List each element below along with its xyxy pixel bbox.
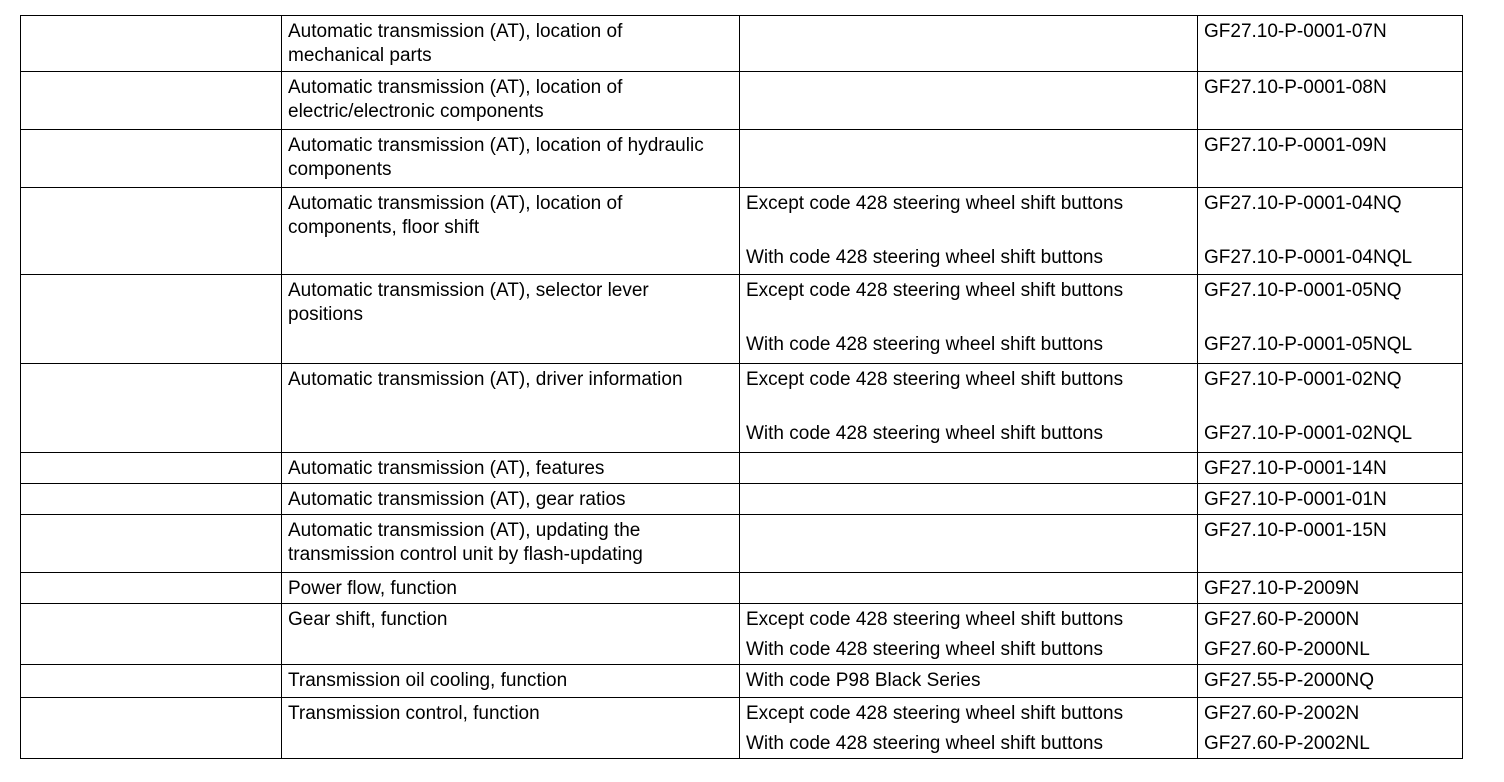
condition-cell: [740, 665, 1198, 698]
condition-text: With code 428 steering wheel shift buttons: [746, 733, 1103, 754]
condition-text: Except code 428 steering wheel shift buttons: [746, 280, 1124, 301]
spacer: [1204, 216, 1456, 246]
condition-text: With code 428 steering wheel shift buttons: [746, 639, 1103, 660]
condition-text: [746, 519, 1191, 543]
empty-cell: [21, 72, 282, 130]
condition-text: Except code 428 steering wheel shift buttons: [746, 193, 1124, 214]
document-cell: [1198, 364, 1463, 453]
title-cell: [282, 698, 740, 759]
condition-text: [746, 457, 1191, 481]
document-cell: [1198, 698, 1463, 759]
title-cell: [282, 515, 740, 573]
row-title: Gear shift, function: [288, 609, 448, 630]
spacer: [746, 216, 1191, 246]
document-number[interactable]: GF27.55-P-2000NQ: [1204, 670, 1375, 691]
empty-cell: [21, 665, 282, 698]
document-cell: [1198, 275, 1463, 364]
condition-text: Except code 428 steering wheel shift buttons: [746, 609, 1124, 630]
table-row: [21, 16, 1463, 72]
empty-cell: [21, 188, 282, 275]
spacer: [746, 303, 1191, 333]
spacer: [1204, 303, 1456, 333]
document-cell: [1198, 453, 1463, 484]
empty-cell: [21, 16, 282, 72]
condition-text: [746, 20, 1191, 44]
condition-cell: [740, 515, 1198, 573]
spacer: [1204, 392, 1456, 422]
row-title: Automatic transmission (AT), driver information: [288, 369, 683, 390]
condition-cell: [740, 275, 1198, 364]
condition-text: With code 428 steering wheel shift buttons: [746, 423, 1103, 444]
document-number[interactable]: GF27.10-P-0001-02NQL: [1204, 423, 1413, 444]
row-title: Automatic transmission (AT), gear ratios: [288, 489, 626, 510]
document-table: [20, 15, 1463, 759]
condition-text: [746, 134, 1191, 158]
row-title: Automatic transmission (AT), location of components, floor shift: [288, 193, 623, 238]
document-number[interactable]: GF27.10-P-0001-04NQL: [1204, 247, 1413, 268]
document-cell: [1198, 130, 1463, 188]
condition-text: [746, 76, 1191, 100]
document-cell: [1198, 665, 1463, 698]
row-title: Power flow, function: [288, 578, 457, 599]
document-number[interactable]: GF27.60-P-2002N: [1204, 703, 1360, 724]
spacer: [746, 392, 1191, 422]
empty-cell: [21, 484, 282, 515]
row-title: Automatic transmission (AT), features: [288, 458, 605, 479]
empty-cell: [21, 515, 282, 573]
title-cell: [282, 604, 740, 665]
condition-text: Except code 428 steering wheel shift buttons: [746, 369, 1124, 390]
condition-text: Except code 428 steering wheel shift buttons: [746, 703, 1124, 724]
document-number[interactable]: GF27.10-P-0001-14N: [1204, 458, 1387, 479]
table-row: [21, 130, 1463, 188]
document-number[interactable]: GF27.10-P-0001-07N: [1204, 21, 1387, 42]
document-cell: [1198, 72, 1463, 130]
condition-text: With code P98 Black Series: [746, 670, 981, 691]
condition-cell: [740, 130, 1198, 188]
table-row: [21, 573, 1463, 604]
table-row: [21, 275, 1463, 364]
title-cell: [282, 364, 740, 453]
title-cell: [282, 275, 740, 364]
table-row: [21, 364, 1463, 453]
condition-cell: [740, 698, 1198, 759]
condition-text: With code 428 steering wheel shift buttons: [746, 247, 1103, 268]
row-title: Automatic transmission (AT), location of hydraulic components: [288, 135, 704, 180]
row-title: Transmission control, function: [288, 703, 540, 724]
title-cell: [282, 130, 740, 188]
title-cell: [282, 453, 740, 484]
document-number[interactable]: GF27.10-P-0001-09N: [1204, 135, 1387, 156]
table-row: [21, 188, 1463, 275]
row-title: Automatic transmission (AT), location of mechanical parts: [288, 21, 623, 66]
document-cell: [1198, 604, 1463, 665]
document-number[interactable]: GF27.10-P-0001-02NQ: [1204, 369, 1402, 390]
empty-cell: [21, 130, 282, 188]
title-cell: [282, 484, 740, 515]
empty-cell: [21, 364, 282, 453]
title-cell: [282, 573, 740, 604]
table-row: [21, 453, 1463, 484]
row-title: Automatic transmission (AT), selector lever positions: [288, 280, 649, 325]
condition-cell: [740, 364, 1198, 453]
title-cell: [282, 72, 740, 130]
document-cell: [1198, 484, 1463, 515]
empty-cell: [21, 573, 282, 604]
title-cell: [282, 188, 740, 275]
document-number[interactable]: GF27.60-P-2000N: [1204, 609, 1360, 630]
condition-text: [746, 488, 1191, 512]
empty-cell: [21, 698, 282, 759]
document-cell: [1198, 515, 1463, 573]
condition-text: With code 428 steering wheel shift buttons: [746, 334, 1103, 355]
document-number[interactable]: GF27.60-P-2000NL: [1204, 639, 1370, 660]
table-body: [21, 16, 1463, 759]
empty-cell: [21, 604, 282, 665]
condition-cell: [740, 16, 1198, 72]
empty-cell: [21, 453, 282, 484]
title-cell: [282, 16, 740, 72]
condition-cell: [740, 604, 1198, 665]
condition-cell: [740, 484, 1198, 515]
empty-cell: [21, 275, 282, 364]
document-number[interactable]: GF27.60-P-2002NL: [1204, 733, 1370, 754]
condition-cell: [740, 188, 1198, 275]
table-row: [21, 72, 1463, 130]
row-title: Automatic transmission (AT), location of electric/electronic components: [288, 77, 623, 122]
title-cell: [282, 665, 740, 698]
condition-cell: [740, 573, 1198, 604]
document-number[interactable]: GF27.10-P-0001-15N: [1204, 520, 1387, 541]
condition-cell: [740, 72, 1198, 130]
document-number[interactable]: GF27.10-P-2009N: [1204, 578, 1360, 599]
document-number[interactable]: GF27.10-P-0001-08N: [1204, 77, 1387, 98]
document-cell: [1198, 573, 1463, 604]
table-row: [21, 665, 1463, 698]
condition-cell: [740, 453, 1198, 484]
table-row: [21, 604, 1463, 665]
table-row: [21, 515, 1463, 573]
document-cell: [1198, 16, 1463, 72]
document-number[interactable]: GF27.10-P-0001-01N: [1204, 489, 1387, 510]
row-title: Automatic transmission (AT), updating the transmission control unit by flash-updating: [288, 520, 643, 565]
table-row: [21, 484, 1463, 515]
document-number[interactable]: GF27.10-P-0001-05NQL: [1204, 334, 1413, 355]
document-number[interactable]: GF27.10-P-0001-05NQ: [1204, 280, 1402, 301]
document-number[interactable]: GF27.10-P-0001-04NQ: [1204, 193, 1402, 214]
document-cell: [1198, 188, 1463, 275]
row-title: Transmission oil cooling, function: [288, 670, 568, 691]
condition-text: [746, 577, 1191, 601]
table-row: [21, 698, 1463, 759]
